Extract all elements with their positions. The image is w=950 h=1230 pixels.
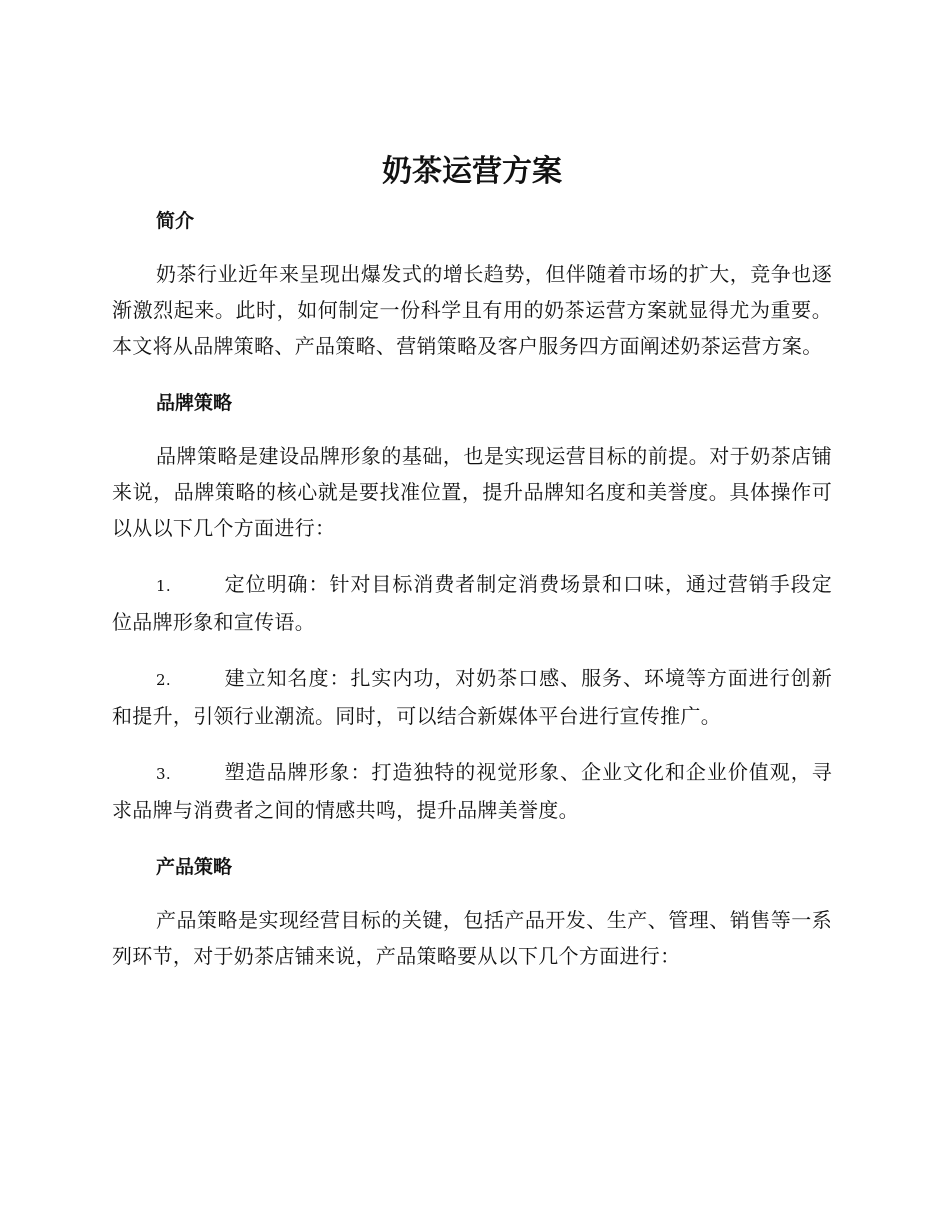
list-item [112, 754, 832, 828]
list-item [112, 566, 832, 640]
intro-paragraph: 奶茶行业近年来呈现出爆发式的增长趋势，但伴随着市场的扩大，竞争也逐渐激烈起来。此时，如何制定一份科学且有用的奶茶运营方案就显得尤为重要。本文将从品牌策略、产品策略、营销策略及客户服务四方面阐述奶茶运营方案。 [112, 262, 832, 358]
list-item-text: 塑造品牌形象：打造独特的视觉形象、企业文化和企业价值观，寻求品牌与消费者之间的情感共鸣，提升品牌美誉度。 [112, 760, 832, 822]
section-heading-product-strategy: 产品策略 [156, 856, 233, 878]
list-item-number: 1. [156, 577, 171, 595]
list-item-text: 建立知名度：扎实内功，对奶茶口感、服务、环境等方面进行创新和提升，引领行业潮流。同时，可以结合新媒体平台进行宣传推广。 [112, 666, 832, 728]
list-item-number: 2. [156, 671, 171, 689]
list-item [112, 660, 832, 734]
document-page [112, 150, 832, 974]
brand-strategy-list [112, 566, 832, 828]
document-title: 奶茶运营方案 [382, 154, 562, 189]
product-strategy-paragraph: 产品策略是实现经营目标的关键，包括产品开发、生产、管理、销售等一系列环节，对于奶茶店铺来说，产品策略要从以下几个方面进行： [112, 908, 832, 968]
list-item-text: 定位明确：针对目标消费者制定消费场景和口味，通过营销手段定位品牌形象和宣传语。 [112, 572, 832, 634]
brand-strategy-paragraph: 品牌策略是建设品牌形象的基础，也是实现运营目标的前提。对于奶茶店铺来说，品牌策略的核心就是要找准位置，提升品牌知名度和美誉度。具体操作可以从以下几个方面进行： [112, 444, 832, 540]
list-item-number: 3. [156, 765, 171, 783]
section-heading-brand-strategy: 品牌策略 [156, 392, 233, 414]
section-heading-intro: 简介 [156, 210, 195, 232]
